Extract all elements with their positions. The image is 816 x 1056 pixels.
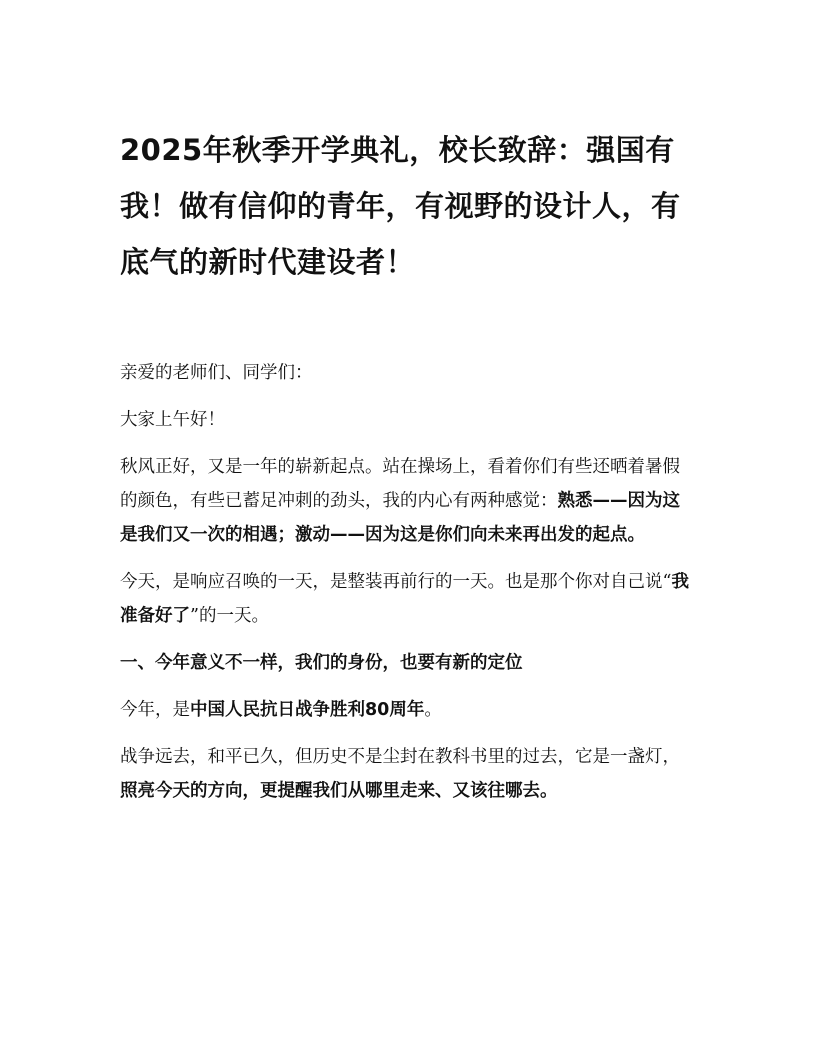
document-body — [120, 356, 696, 821]
greeting-paragraph: 亲爱的老师们、同学们： — [120, 363, 313, 383]
paragraph-history-emphasis: 照亮今天的方向，更提醒我们从哪里走来、又该往哪去。 — [120, 781, 558, 801]
paragraph-anniversary-text-before: 今年，是 — [120, 700, 190, 720]
document-title: 2025年秋季开学典礼，校长致辞：强国有我！做有信仰的青年，有视野的设计人，有底气的新时代建设者！ — [120, 133, 681, 279]
paragraph-history — [120, 740, 696, 808]
paragraph-anniversary — [120, 693, 696, 727]
paragraph-history-text: 战争远去，和平已久，但历史不是尘封在教科书里的过去，它是一盏灯， — [120, 747, 680, 767]
section-heading-1: 一、今年意义不一样，我们的身份，也要有新的定位 — [120, 653, 523, 673]
paragraph-today — [120, 565, 696, 633]
salutation-paragraph: 大家上午好！ — [120, 410, 225, 430]
paragraph-today-text-after: ”的一天。 — [190, 606, 269, 626]
paragraph-anniversary-text-after: 。 — [424, 700, 442, 720]
paragraph-today-text-before: 今天，是响应召唤的一天，是整装再前行的一天。也是那个你对自己说“ — [120, 572, 672, 592]
paragraph-opening-text: 秋风正好，又是一年的崭新起点。站在操场上，看着你们有些还晒着暑假的颜色，有些已蓄足冲刺的劲头，我的内心有两种感觉： — [120, 457, 680, 511]
paragraph-today-emphasis: 我准备好了 — [120, 572, 689, 626]
paragraph-opening — [120, 450, 696, 552]
paragraph-opening-emphasis: 熟悉——因为这是我们又一次的相遇；激动——因为这是你们向未来再出发的起点。 — [120, 491, 680, 545]
paragraph-anniversary-emphasis: 中国人民抗日战争胜利80周年 — [190, 700, 425, 720]
